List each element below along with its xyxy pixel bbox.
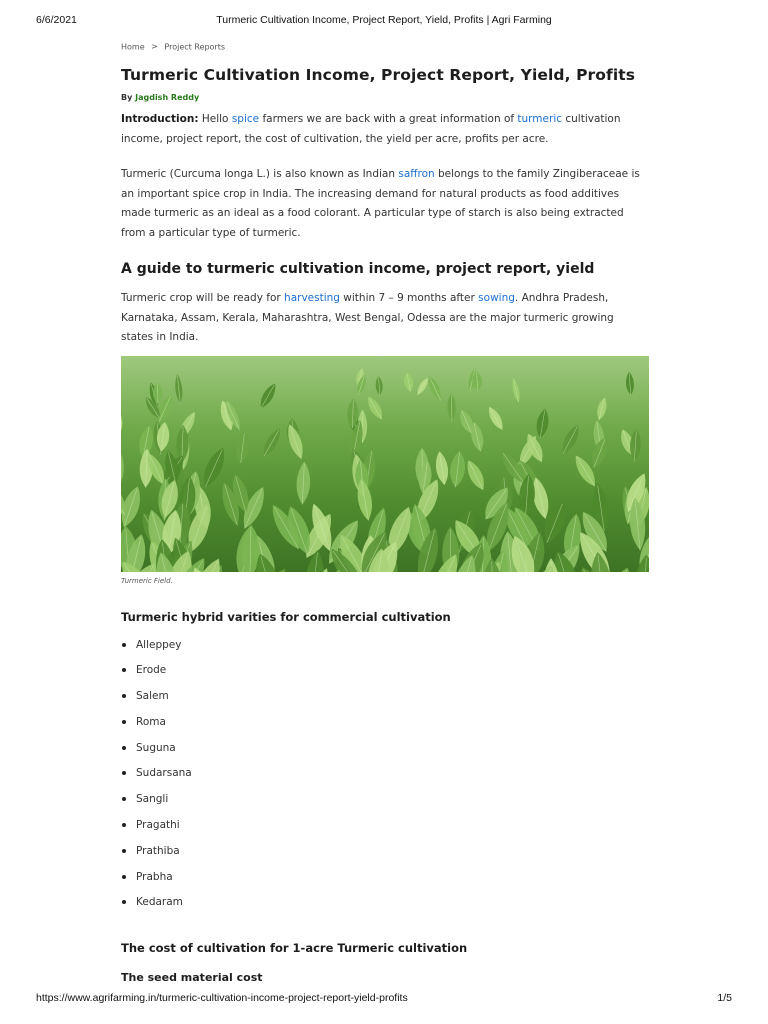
turmeric-field-image: [121, 356, 649, 572]
list-item: [121, 740, 649, 766]
variety-name: Erode: [136, 664, 167, 677]
list-item: [121, 894, 649, 920]
print-header: [36, 14, 732, 30]
print-footer: [36, 992, 732, 1008]
intro-text-3: cultivation income, project report, the cost of cultivation, the yield per acre, profits per acre.: [121, 113, 621, 145]
turmeric-leaves-illustration: [121, 356, 649, 572]
variety-name: Sudarsana: [136, 767, 192, 780]
variety-name: Roma: [136, 715, 166, 728]
intro-label: Introduction:: [121, 113, 199, 125]
bullet-icon: [122, 720, 126, 724]
variety-name: Salem: [136, 690, 169, 703]
byline-prefix: By: [121, 93, 133, 102]
description-paragraph: [121, 165, 649, 243]
print-page-number: 1/5: [717, 992, 732, 1004]
variety-name: Kedaram: [136, 896, 183, 909]
byline: [121, 93, 649, 102]
bullet-icon: [122, 746, 126, 750]
link-turmeric[interactable]: turmeric: [517, 113, 563, 125]
variety-name: Suguna: [136, 741, 176, 754]
list-item: [121, 869, 649, 895]
print-url: https://www.agrifarming.in/turmeric-cultivation-income-project-report-yield-profits: [36, 992, 408, 1004]
link-saffron[interactable]: saffron: [398, 168, 435, 180]
image-caption: Turmeric Field.: [121, 576, 173, 585]
variety-name: Pragathi: [136, 819, 180, 832]
link-spice[interactable]: spice: [231, 113, 260, 125]
bullet-icon: [122, 849, 126, 853]
article-content: [121, 41, 649, 998]
list-item: [121, 662, 649, 688]
cost-heading: The cost of cultivation for 1-acre Turmeric cultivation: [121, 941, 468, 956]
harvest-paragraph: [121, 289, 649, 348]
guide-heading: A guide to turmeric cultivation income, project report, yield: [121, 261, 595, 277]
chevron-right-icon: >: [151, 42, 158, 51]
variety-name: Prathiba: [136, 844, 180, 857]
list-item: [121, 765, 649, 791]
harvest-text-3: . Andhra Pradesh, Karnataka, Assam, Kerala, Maharashtra, West Bengal, Odessa are the major turmeric growing states in India.: [121, 292, 614, 343]
harvest-text-2: within 7 – 9 months after: [339, 292, 479, 304]
varieties-heading: Turmeric hybrid varities for commercial cultivation: [121, 609, 451, 624]
bullet-icon: [122, 823, 126, 827]
bullet-icon: [122, 900, 126, 904]
author-link[interactable]: Jagdish Reddy: [135, 93, 200, 102]
variety-name: Alleppey: [136, 638, 182, 651]
desc-text-2: belongs to the family Zingiberaceae is an important spice crop in India. The increasing demand for natural products as food additives made turmeric as an ideal as a food colorant. A particular type of starch is also being extracted from a particular type of turmeric.: [121, 168, 640, 239]
desc-text-1: Turmeric (Curcuma longa L.) is also known as Indian: [121, 168, 399, 180]
breadcrumb-project-reports[interactable]: Project Reports: [164, 42, 226, 52]
list-item: [121, 817, 649, 843]
list-item: [121, 843, 649, 869]
link-sowing[interactable]: sowing: [478, 292, 515, 304]
intro-paragraph: [121, 110, 649, 149]
varieties-list: [121, 637, 649, 921]
intro-text-1: Hello: [198, 113, 232, 125]
bullet-icon: [122, 797, 126, 801]
variety-name: Sangli: [136, 793, 169, 806]
list-item: [121, 791, 649, 817]
bullet-icon: [122, 694, 126, 698]
intro-text-2: farmers we are back with a great information of: [259, 113, 518, 125]
seed-heading: The seed material cost: [121, 971, 263, 985]
page-title: Turmeric Cultivation Income, Project Report, Yield, Profits: [121, 66, 636, 84]
harvest-text-1: Turmeric crop will be ready for: [121, 292, 285, 304]
list-item: [121, 714, 649, 740]
breadcrumb-home[interactable]: Home: [121, 42, 145, 52]
bullet-icon: [122, 875, 126, 879]
bullet-icon: [122, 643, 126, 647]
list-item: [121, 688, 649, 714]
breadcrumb: [121, 41, 649, 53]
bullet-icon: [122, 771, 126, 775]
bullet-icon: [122, 668, 126, 672]
link-harvesting[interactable]: harvesting: [284, 292, 340, 304]
variety-name: Prabha: [136, 870, 173, 883]
print-date: 6/6/2021: [36, 14, 77, 26]
list-item: [121, 637, 649, 663]
print-page-title: Turmeric Cultivation Income, Project Report, Yield, Profits | Agri Farming: [216, 14, 552, 26]
